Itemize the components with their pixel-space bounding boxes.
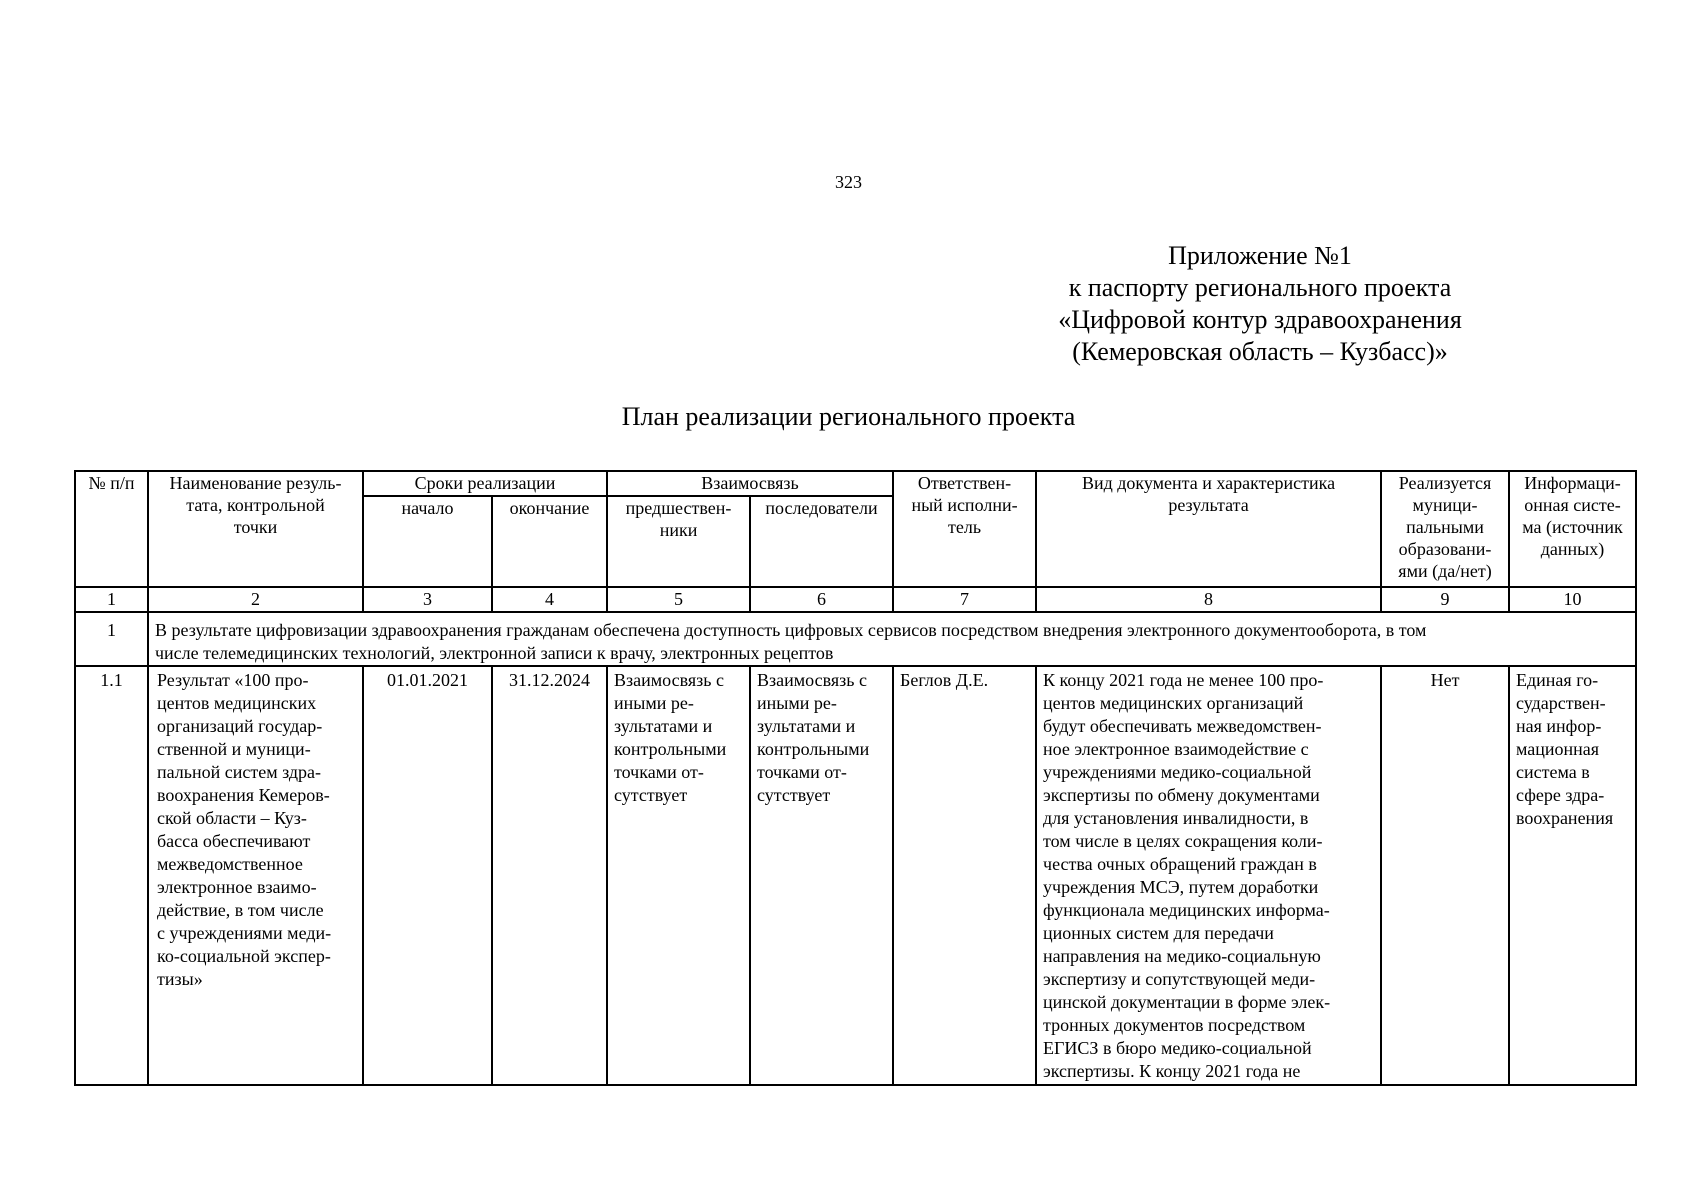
section-text: В результате цифровизации здравоохранения гражданам обеспечена доступность цифровых сервисов посредством внедрения электронного документооборота, в том числе телемедицинских технологий, электронной записи к врачу, электронных рецептов	[148, 612, 1636, 666]
header-row-1	[75, 471, 1636, 496]
column-number: 8	[1036, 587, 1381, 612]
row-start-date: 01.01.2021	[363, 666, 492, 1085]
section-num: 1	[75, 612, 148, 666]
appendix-line-4: (Кемеровская область – Кузбасс)»	[1072, 337, 1448, 366]
row-doc-type: К концу 2021 года не менее 100 про- центов медицинских организаций будут обеспечивать межведомствен- ное электронное взаимодействие с учреждениями медико-социальной экспертизы по обмену документами для установления инвалидности, в том числе в целях сокращения коли- чества очных обращений граждан в учреждения МСЭ, путем доработки функционала медицинских информа- ционных систем для передачи направления на медико-социальную экспертизу и сопутствующей меди- цинской документации в форме элек- тронных документов посредством ЕГИСЗ в бюро медико-социальной экспертизы. К концу 2021 года не	[1036, 666, 1381, 1085]
appendix-line-2: к паспорту регионального проекта	[1068, 273, 1452, 302]
header-end: окончание	[492, 496, 607, 587]
column-number: 3	[363, 587, 492, 612]
plan-title: План реализации регионального проекта	[621, 402, 1076, 431]
column-number-row	[75, 587, 1636, 612]
row-info-system: Единая го- сударствен- ная инфор- мационная система в сфере здра- воохранения	[1509, 666, 1636, 1085]
row-successors: Взаимосвязь с иными ре- зультатами и контрольными точками от- сутствует	[750, 666, 893, 1085]
header-predecessors: предшествен- ники	[607, 496, 750, 587]
row-predecessors: Взаимосвязь с иными ре- зультатами и контрольными точками от- сутствует	[607, 666, 750, 1085]
column-number: 2	[148, 587, 363, 612]
row-responsible: Беглов Д.Е.	[893, 666, 1036, 1085]
header-name: Наименование резуль- тата, контрольной точки	[148, 471, 363, 587]
plan-table	[74, 470, 1637, 1086]
row-end-date: 31.12.2024	[492, 666, 607, 1085]
column-number: 5	[607, 587, 750, 612]
header-doc-type: Вид документа и характеристика результата	[1036, 471, 1381, 587]
header-municipal: Реализуется муници- пальными образовани- ями (да/нет)	[1381, 471, 1509, 587]
appendix-line-3: «Цифровой контур здравоохранения	[1058, 305, 1462, 334]
column-number: 9	[1381, 587, 1509, 612]
header-successors: последователи	[750, 496, 893, 587]
row-name: Результат «100 про- центов медицинских организаций государ- ственной и муници- пальной систем здра- воохранения Кемеров- ской области – Куз- басса обеспечивают межведомственное электронное взаимо- действие, в том числе с учреждениями меди- ко-социальной экспер- тизы»	[148, 666, 363, 1085]
table-row	[75, 666, 1636, 1085]
header-responsible: Ответствен- ный исполни- тель	[893, 471, 1036, 587]
row-num: 1.1	[75, 666, 148, 1085]
column-number: 1	[75, 587, 148, 612]
header-start: начало	[363, 496, 492, 587]
section-row	[75, 612, 1636, 666]
appendix-line-1: Приложение №1	[1168, 241, 1352, 270]
column-number: 4	[492, 587, 607, 612]
header-terms: Сроки реализации	[363, 471, 607, 496]
row-municipal: Нет	[1381, 666, 1509, 1085]
column-number: 6	[750, 587, 893, 612]
header-info-system: Информаци- онная систе- ма (источник данных)	[1509, 471, 1636, 587]
appendix-header	[1050, 240, 1470, 368]
column-number: 7	[893, 587, 1036, 612]
header-num: № п/п	[75, 471, 148, 587]
column-number: 10	[1509, 587, 1636, 612]
header-relation: Взаимосвязь	[607, 471, 893, 496]
page-number: 323	[835, 172, 862, 192]
